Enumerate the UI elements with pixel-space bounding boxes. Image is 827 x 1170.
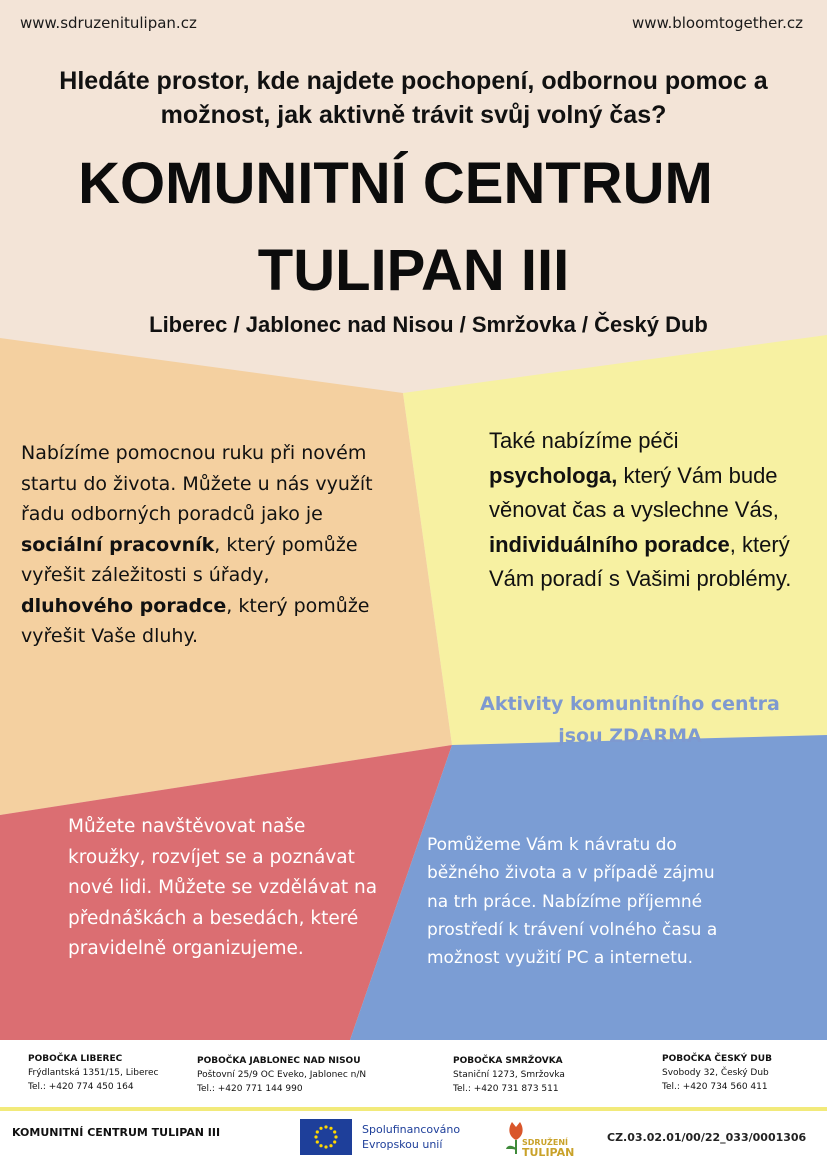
social-worker-highlight: sociální pracovník bbox=[21, 533, 215, 556]
cities-subtitle: Liberec / Jablonec nad Nisou / Smržovka / Český Dub bbox=[149, 312, 708, 337]
eu-funding-label: Spolufinancováno Evropskou unií bbox=[362, 1123, 461, 1151]
psychologist-highlight: psychologa, bbox=[489, 462, 618, 488]
activities-text: Můžete navštěvovat naše kroužky, rozvíjet se a poznávat nové lidi. Můžete se vzdělávat na přednáškách a besedách, které pravidelně organizujeme. bbox=[68, 816, 378, 959]
free-activities-note bbox=[452, 688, 808, 752]
page-title-line1: KOMUNITNÍ CENTRUM bbox=[78, 151, 713, 216]
project-code: CZ.03.02.01/00/22_033/0001306 bbox=[607, 1131, 807, 1144]
center-name-footer: KOMUNITNÍ CENTRUM TULIPAN III bbox=[12, 1126, 221, 1139]
social-services-text: Nabízíme pomocnou ruku při novém startu do života. Můžete u nás využít řadu odborných poradců jako je sociální pracovník, který pomůže vyřešit záležitosti s úřady, dluhového poradce, který pomůže vyřešit Vaše dluhy. bbox=[21, 442, 373, 647]
psychology-services-text: Také nabízíme péči psychologa, který Vám bude věnovat čas a vyslechne Vás, individuálního poradce, který Vám poradí s Vašimi problémy. bbox=[489, 428, 792, 591]
free-activities-line2: jsou ZDARMA bbox=[558, 725, 702, 747]
tulipan-logo-text: SDRUŽENÍ TULIPAN bbox=[522, 1138, 575, 1159]
free-activities-line1: Aktivity komunitního centra bbox=[480, 693, 780, 715]
branch-cesky-dub: POBOČKA ČESKÝ DUB Svobody 32, Český Dub Tel.: +420 734 560 411 bbox=[662, 1054, 772, 1092]
eu-flag-icon bbox=[300, 1119, 352, 1155]
website-link-bloomtogether[interactable]: www.bloomtogether.cz bbox=[632, 14, 803, 32]
reintegration-text: Pomůžeme Vám k návratu do běžného života a v případě zájmu na trh práce. Nabízíme příjemné prostředí k trávení volného času a možnost využití PC a internetu. bbox=[427, 835, 718, 969]
page-title-line2: TULIPAN III bbox=[257, 238, 570, 303]
branch-smrzovka: POBOČKA SMRŽOVKA Staniční 1273, Smržovka Tel.: +420 731 873 511 bbox=[453, 1056, 565, 1094]
debt-advisor-highlight: dluhového poradce bbox=[21, 594, 227, 617]
intro-question: Hledáte prostor, kde najdete pochopení, odbornou pomoc a možnost, jak aktivně trávit svůj volný čas? bbox=[59, 67, 768, 129]
footer-divider bbox=[0, 1107, 827, 1111]
branch-liberec: POBOČKA LIBEREC Frýdlantská 1351/15, Liberec Tel.: +420 774 450 164 bbox=[28, 1054, 159, 1092]
website-link-sdruzeni[interactable]: www.sdruzenitulipan.cz bbox=[20, 14, 197, 32]
branch-jablonec: POBOČKA JABLONEC NAD NISOU Poštovní 25/9 OC Eveko, Jablonec n/N Tel.: +420 771 144 990 bbox=[197, 1056, 367, 1094]
individual-advisor-highlight: individuálního poradce bbox=[489, 531, 730, 557]
